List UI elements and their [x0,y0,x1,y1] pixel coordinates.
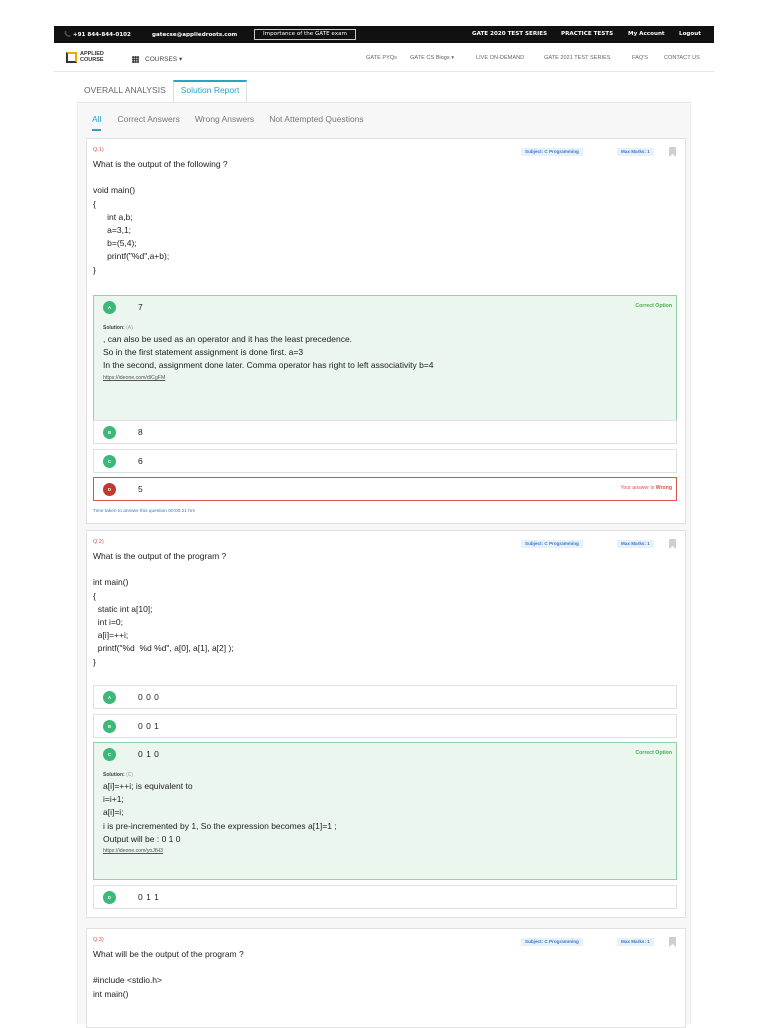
gate-2020-test-series-link[interactable]: GATE 2020 TEST SERIES [472,31,548,37]
solution-line: i=i+1; [103,794,124,805]
ideone-link[interactable]: https://ideone.com/yoJfH3 [103,848,163,855]
tab-solution-report[interactable]: Solution Report [173,80,248,102]
solution-line: , can also be used as an operator and it has the least precedence. [103,334,353,344]
option-letter: C [103,748,116,761]
bookmark-icon[interactable] [669,539,676,549]
max-marks-badge: Max Marks: 1 [617,540,654,548]
question-card-2 [86,530,686,918]
nav-faqs[interactable]: FAQ'S [632,55,648,61]
nav-gate-2021-test-series[interactable]: GATE 2021 TEST SERIES [544,55,611,61]
option-letter: B [103,426,116,439]
question-number: Q.2) [93,539,104,545]
option-b[interactable] [93,420,677,444]
courses-label: COURSES ▾ [145,56,183,63]
solution-line: a[i]=++i; is equivalent to [103,781,193,791]
option-letter: B [103,720,116,733]
max-marks-badge: Max Marks: 1 [617,938,654,946]
option-letter: D [103,483,116,496]
solution-label: Solution: [103,325,125,331]
option-text: 8 [138,427,144,437]
question-text: What is the output of the program ? int main() { static int a[10]; int i=0; a[i]=++i; printf("%d %d %d", a[0], a[1], a[2] ); } [93,551,234,667]
email-address[interactable]: gatecse@appliedroots.com [152,31,238,38]
option-c[interactable] [93,742,677,880]
courses-dropdown[interactable] [132,55,182,63]
main-nav [54,46,714,72]
option-letter: A [103,301,116,314]
solution-line: In the second, assignment done later. Comma operator has right to left associativity b=4 [103,360,434,371]
subject-badge: Subject: C Programming [521,938,583,946]
filter-not-attempted[interactable]: Not Attempted Questions [269,114,364,124]
grid-icon [132,56,139,63]
solution-key: (C) [126,772,134,778]
time-taken: Time taken to answer this question 00:00:21 hrs [93,509,195,514]
nav-contact-us[interactable]: CONTACT US [664,55,700,61]
logout-link[interactable]: Logout [679,31,701,37]
correct-option-label: Correct Option [635,303,672,309]
solution-line: a[i]=i; [103,807,124,818]
phone-number[interactable]: 📞 +91 844-844-0102 [64,31,131,38]
option-text: 7 [138,302,144,312]
question-number: Q.3) [93,937,104,943]
option-text: 5 [138,484,144,494]
option-text: 0 0 0 [138,692,160,702]
question-text: What will be the output of the program ? #include <stdio.h> int main() [93,949,244,999]
option-b[interactable] [93,714,677,738]
logo-line2: COURSE [80,56,104,63]
applied-course-logo[interactable] [66,52,104,63]
solution-line: So in the first statement assignment is done first. a=3 [103,347,304,358]
filter-all[interactable]: All [92,114,101,131]
option-text: 0 1 1 [138,892,160,902]
solution-line: i is pre-incremented by 1, So the expression becomes a[1]=1 ; [103,820,337,831]
nav-live-on-demand[interactable]: LIVE ON-DEMAND [476,55,525,61]
option-d[interactable] [93,885,677,909]
filter-wrong[interactable]: Wrong Answers [194,114,255,124]
solution-key: (A) [126,325,133,331]
nav-gate-pyqs[interactable]: GATE PYQs [366,55,397,61]
tab-overall-analysis[interactable]: OVERALL ANALYSIS [84,85,166,95]
logo-line1: APPLIED [80,51,104,57]
option-letter: D [103,891,116,904]
practice-tests-link[interactable]: PRACTICE TESTS [561,31,614,37]
solution-label: Solution: [103,772,125,778]
option-c[interactable] [93,449,677,473]
importance-gate-button[interactable]: Importance of the GATE exam [254,29,356,40]
solution-line: Output will be : 0 1 0 [103,833,181,844]
question-number: Q.1) [93,147,104,153]
option-d[interactable] [93,477,677,501]
bookmark-icon[interactable] [669,937,676,947]
option-text: 0 1 0 [138,749,160,759]
solution-block [103,324,669,383]
logo-icon [66,52,77,63]
option-letter: C [103,455,116,468]
top-bar [54,26,714,43]
filter-tabs [82,114,379,131]
ideone-link[interactable]: https://ideone.com/dICgFM [103,374,166,381]
option-letter: A [103,691,116,704]
option-text: 0 0 1 [138,721,160,731]
question-card-3 [86,928,686,1028]
correct-option-label: Correct Option [635,750,672,756]
max-marks-badge: Max Marks: 1 [617,148,654,156]
filter-correct[interactable]: Correct Answers [117,114,180,124]
option-text: 6 [138,456,144,466]
question-card-1 [86,138,686,524]
subject-badge: Subject: C Programming [521,540,583,548]
solution-block [103,771,669,856]
nav-gate-cs-blogs[interactable]: GATE CS Blogs ▾ [410,55,455,61]
my-account-link[interactable]: My Account [628,31,665,37]
bookmark-icon[interactable] [669,147,676,157]
subject-badge: Subject: C Programming [521,148,583,156]
wrong-answer-label: Your answer is Wrong [620,485,672,491]
question-text: What is the output of the following ? void main() { int a,b; a=3,1; b=(5,4); printf("%d",a+b); } [93,159,228,275]
option-a[interactable] [93,685,677,709]
report-tabs [77,80,247,102]
